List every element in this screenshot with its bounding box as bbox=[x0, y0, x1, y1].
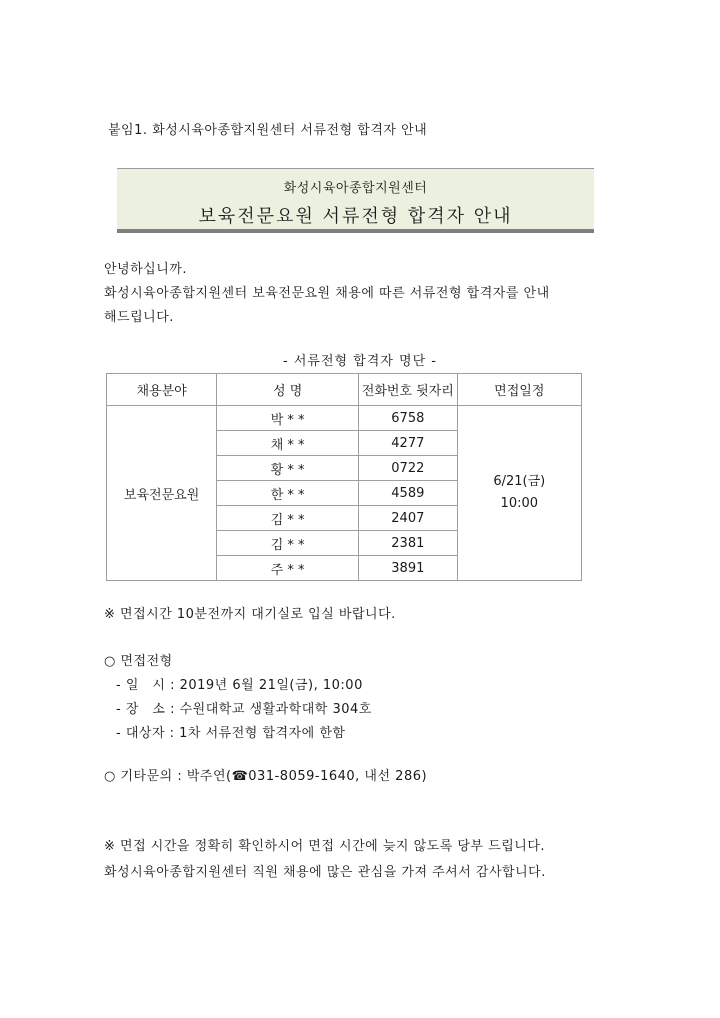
name-cell: 황 * * bbox=[217, 456, 359, 481]
interview-date-line: - 일 시 : 2019년 6월 21일(금), 10:00 bbox=[116, 678, 363, 693]
header-field: 채용분야 bbox=[107, 374, 217, 406]
interview-target-line: - 대상자 : 1차 서류전형 합격자에 한함 bbox=[116, 726, 346, 741]
interview-date: 6/21(금) bbox=[493, 474, 546, 489]
header-phone: 전화번호 뒷자리 bbox=[359, 374, 457, 406]
name-cell: 채 * * bbox=[217, 431, 359, 456]
intro-paragraph bbox=[104, 258, 624, 330]
closing-paragraph bbox=[104, 834, 644, 886]
title-main: 보육전문요원 서류전형 합격자 안내 bbox=[198, 206, 513, 227]
result-table bbox=[106, 373, 582, 581]
interview-place-line: - 장 소 : 수원대학교 생활과학대학 304호 bbox=[116, 702, 372, 717]
phone-cell: 4277 bbox=[359, 431, 457, 456]
header-interview: 면접일정 bbox=[457, 374, 581, 406]
interview-section bbox=[104, 650, 644, 746]
phone-cell: 0722 bbox=[359, 456, 457, 481]
title-subtitle: 화성시육아종합지원센터 bbox=[283, 181, 428, 196]
intro-line: 화성시육아종합지원센터 보육전문요원 채용에 따른 서류전형 합격자를 안내 bbox=[104, 286, 550, 301]
header-name: 성 명 bbox=[217, 374, 359, 406]
phone-cell: 3891 bbox=[359, 556, 457, 581]
closing-line: ※ 면접 시간을 정확히 확인하시어 면접 시간에 늦지 않도록 당부 드립니다. bbox=[104, 839, 546, 854]
phone-cell: 4589 bbox=[359, 481, 457, 506]
intro-line: 안녕하십니까. bbox=[104, 262, 187, 277]
name-cell: 주 * * bbox=[217, 556, 359, 581]
attachment-label: 붙임1. 화성시육아종합지원센터 서류전형 합격자 안내 bbox=[108, 123, 428, 138]
contact-line: ○ 기타문의 : 박주연(☎031-8059-1640, 내선 286) bbox=[104, 769, 428, 784]
field-cell: 보육전문요원 bbox=[107, 406, 217, 581]
table-caption: - 서류전형 합격자 명단 - bbox=[283, 354, 437, 369]
phone-cell: 6758 bbox=[359, 406, 457, 431]
interview-heading: ○ 면접전형 bbox=[104, 654, 173, 669]
closing-line: 화성시육아종합지원센터 직원 채용에 많은 관심을 가져 주셔서 감사합니다. bbox=[104, 865, 546, 880]
name-cell: 한 * * bbox=[217, 481, 359, 506]
name-cell: 김 * * bbox=[217, 506, 359, 531]
interview-cell bbox=[457, 406, 581, 581]
phone-cell: 2407 bbox=[359, 506, 457, 531]
waiting-note: ※ 면접시간 10분전까지 대기실로 입실 바랍니다. bbox=[104, 607, 396, 622]
table-row bbox=[107, 406, 582, 431]
intro-line: 해드립니다. bbox=[104, 310, 174, 325]
name-cell: 김 * * bbox=[217, 531, 359, 556]
phone-cell: 2381 bbox=[359, 531, 457, 556]
interview-time: 10:00 bbox=[500, 496, 539, 511]
table-header-row bbox=[107, 374, 582, 406]
title-box bbox=[117, 168, 594, 233]
name-cell: 박 * * bbox=[217, 406, 359, 431]
